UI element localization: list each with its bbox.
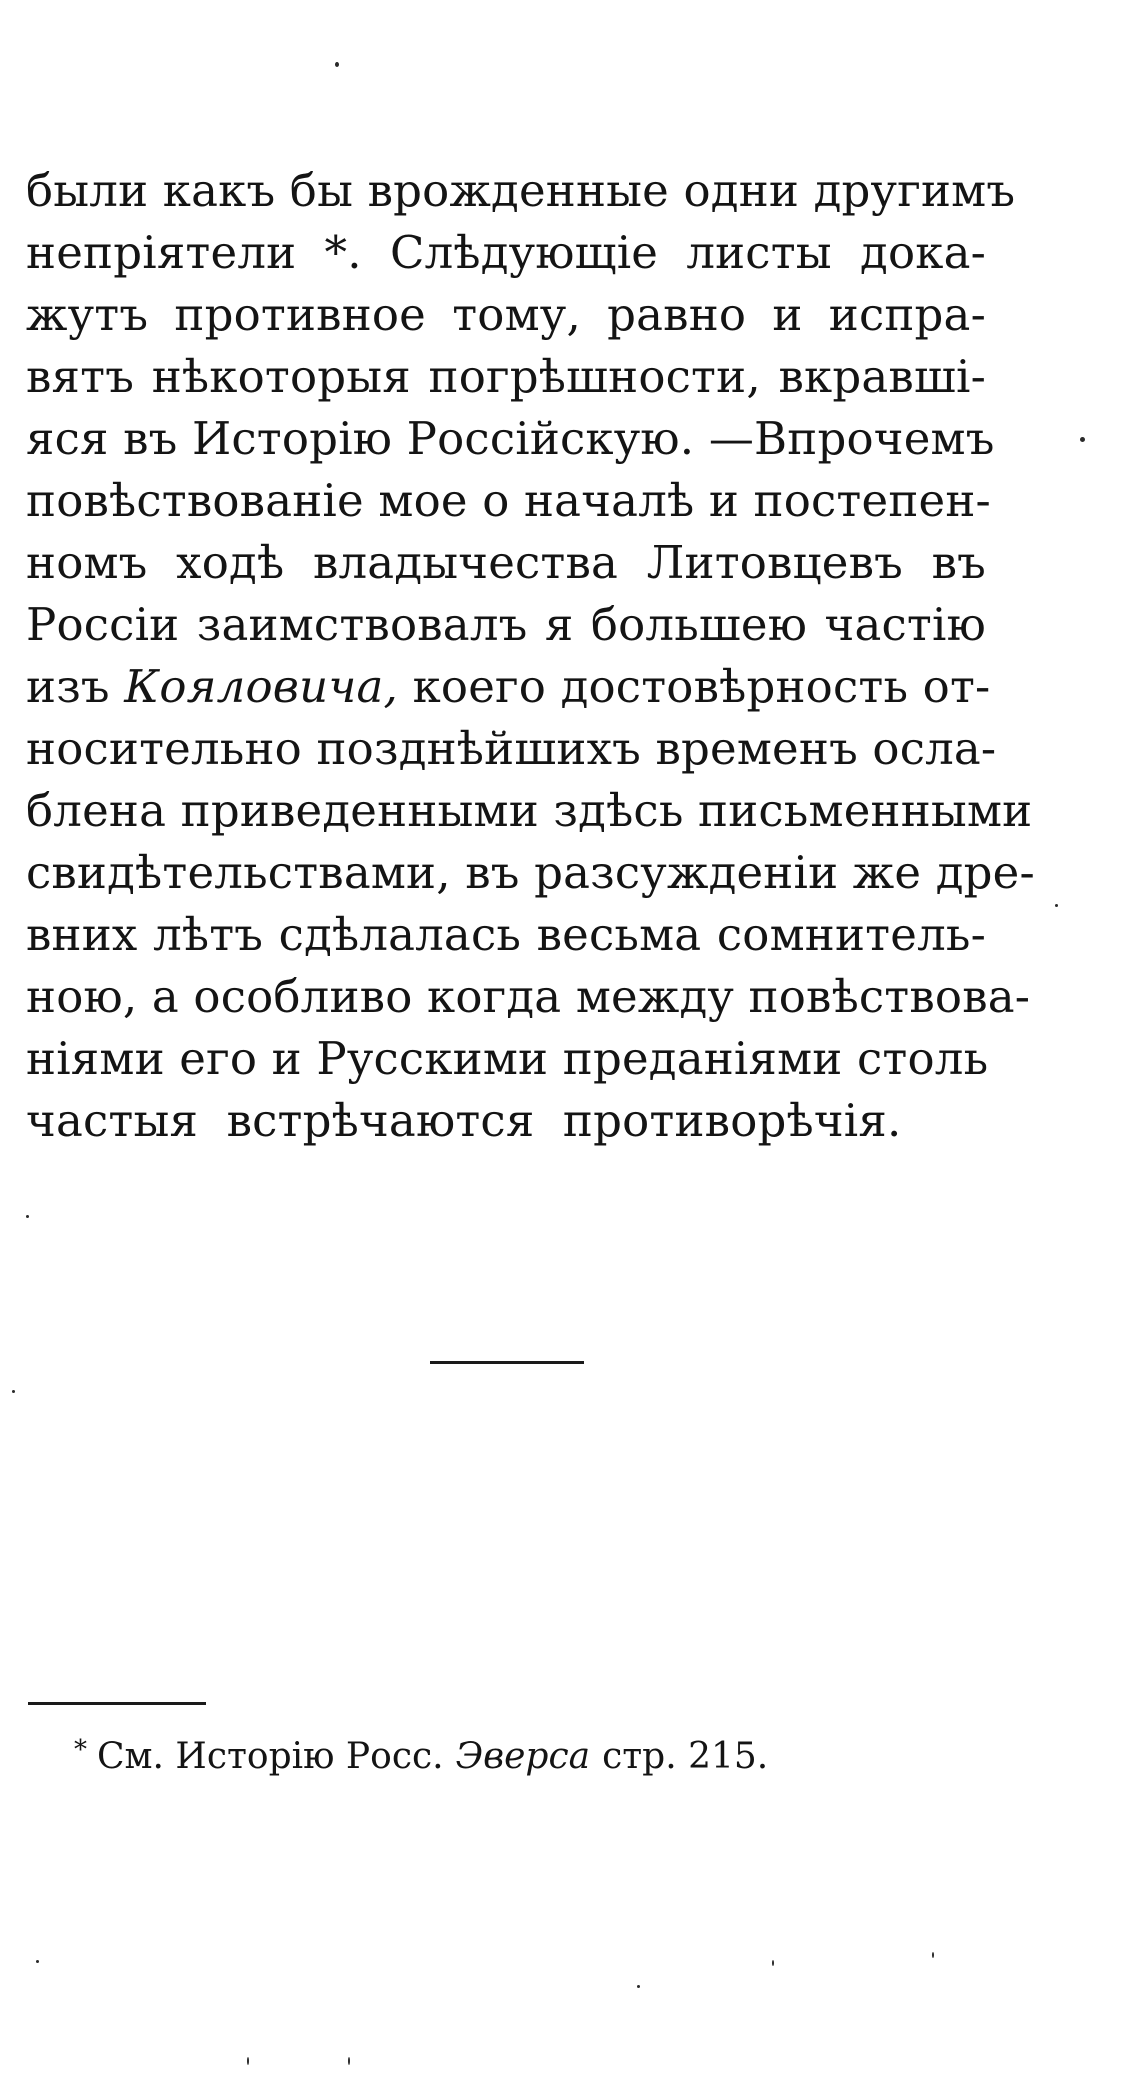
scan-speck: [932, 1952, 934, 1958]
footnote-page-ref: стр. 215.: [602, 1736, 769, 1777]
scan-speck: [36, 1960, 39, 1963]
text-line: непріятели *. Слѣдующіе листы дока-: [26, 226, 986, 279]
text-line: свидѣтельствами, въ разсужденіи же дре-: [26, 846, 1035, 899]
text-line: носительно позднѣйшихъ временъ осла-: [26, 722, 997, 775]
scan-speck: [348, 2057, 350, 2065]
scan-speck: [1080, 437, 1085, 442]
scan-speck: [772, 1960, 774, 1966]
footnote-divider: [28, 1702, 206, 1705]
text-line: ніями его и Русскими преданіями столь: [26, 1032, 989, 1085]
footnote-author: Эверса: [455, 1736, 591, 1777]
scan-speck: [335, 62, 339, 67]
section-divider: [430, 1361, 584, 1364]
text-line: вятъ нѣкоторыя погрѣшности, вкравші-: [26, 350, 986, 403]
text-line: вних лѣтъ сдѣлалась весьма сомнитель-: [26, 908, 986, 961]
text-line: были какъ бы врожденные одни другимъ: [26, 164, 1016, 217]
text-line: блена приведенными здѣсь письменными: [26, 784, 1033, 837]
footnote: [74, 1724, 768, 1783]
scan-speck: [12, 1390, 15, 1393]
footnote-asterisk: *: [74, 1735, 87, 1765]
text-line: яся въ Исторію Россійскую. —Впрочемъ: [26, 412, 995, 465]
scan-speck: [26, 1215, 29, 1218]
text-line-last: частыя встрѣчаются противорѣчія.: [26, 1094, 902, 1147]
scan-speck: [637, 1985, 640, 1988]
text-line-with-italic: [26, 656, 991, 718]
text-line: номъ ходѣ владычества Литовцевъ въ: [26, 536, 986, 589]
scan-speck: [1055, 904, 1058, 907]
text-line: Россіи заимствовалъ я большею частію: [26, 598, 986, 651]
text-line-rest: коего достовѣрность от-: [412, 660, 991, 713]
footnote-prefix: См. Исторію Росс.: [97, 1736, 444, 1777]
italic-name-koyalovich: Кояловича,: [124, 660, 399, 713]
text-line: повѣствованіе мое о началѣ и постепен-: [26, 474, 991, 527]
text-line-prefix: изъ: [26, 660, 110, 713]
scan-speck: [247, 2057, 249, 2065]
text-line: ною, а особливо когда между повѣствова-: [26, 970, 1031, 1023]
main-text-block: [26, 160, 1035, 1152]
text-line: жутъ противное тому, равно и испра-: [26, 288, 986, 341]
